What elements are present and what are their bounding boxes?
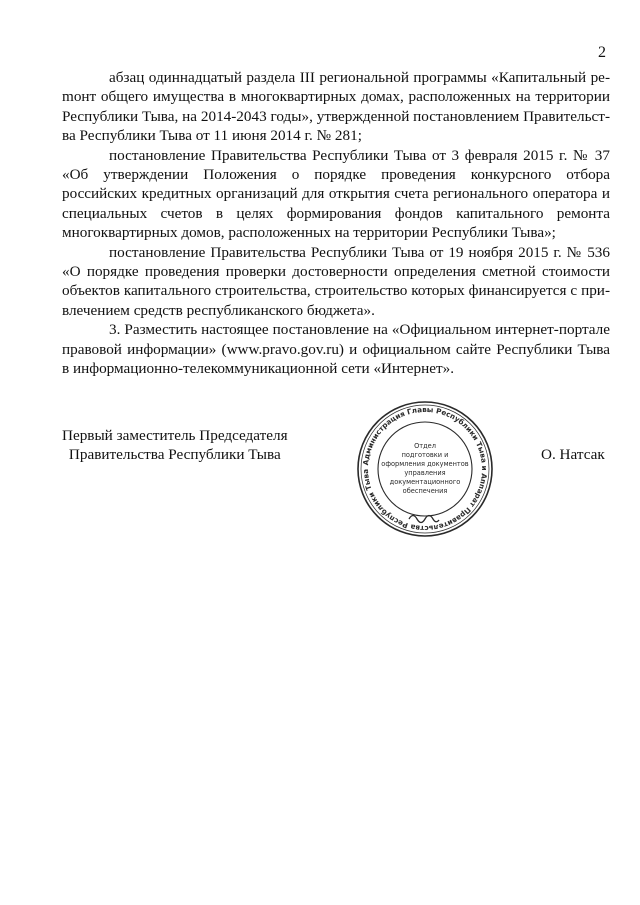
- paragraph-resolution-37: постановление Правительства Республики Тыва от 3 февраля 2015 г. № 37 «Об утверждении Положения о порядке проведения конкурсного отбора российских кредитных организаций для открытия счета регионального оператора и специальных счетов в целях формирования фондов капитального ремонта многоквартирных домов, расположенных на территории Республики Тыва»;: [62, 146, 610, 242]
- seal-handwritten-mark: [409, 516, 439, 523]
- document-body: [62, 68, 610, 379]
- seal-center-line-2: подготовки и: [401, 451, 449, 459]
- seal-center-line-5: документационного: [389, 478, 461, 486]
- seal-center-line-1: Отдел: [414, 442, 436, 450]
- paragraph-program-clause: абзац одиннадцатый раздела III региональной программы «Капитальный реmонт общего имущества в многоквартирных домах, расположенных на территории Республики Тыва, на 2014-2043 годы», утвержденной постановлением Правительства Республики Тыва от 11 июня 2014 г. № 281;: [62, 69, 610, 145]
- signatory-position: [62, 426, 288, 465]
- signatory-position-line-1: Первый заместитель Председателя: [62, 427, 288, 444]
- page-number: 2: [598, 44, 606, 61]
- seal-center-line-3: оформления документов: [381, 460, 469, 468]
- official-seal-stamp: [355, 399, 495, 539]
- signatory-position-line-2: Правительства Республики Тыва: [68, 446, 281, 464]
- seal-center-line-4: управления: [404, 469, 446, 477]
- signatory-name: О. Натсак: [541, 446, 605, 463]
- seal-center-line-6: обеспечения: [402, 487, 448, 495]
- paragraph-resolution-536: постановление Правительства Республики Тыва от 19 ноября 2015 г. № 536 «О порядке проведения проверки достоверности определения сметной стоимости объектов капитального строительства, строительство которых финансируется с привлечением средств республиканского бюджета».: [62, 243, 610, 319]
- paragraph-publication-order: 3. Разместить настоящее постановление на «Официальном интернет-портале правовой информации» (www.pravo.gov.ru) и официальном сайте Республики Тыва в информационно-телекоммуникационной сети «Интернет».: [62, 321, 610, 378]
- seal-center-text: [381, 442, 468, 495]
- seal-ring-text: Администрация Главы Республики Тыва и Аппарат Правительства Республики Тыва: [360, 404, 490, 534]
